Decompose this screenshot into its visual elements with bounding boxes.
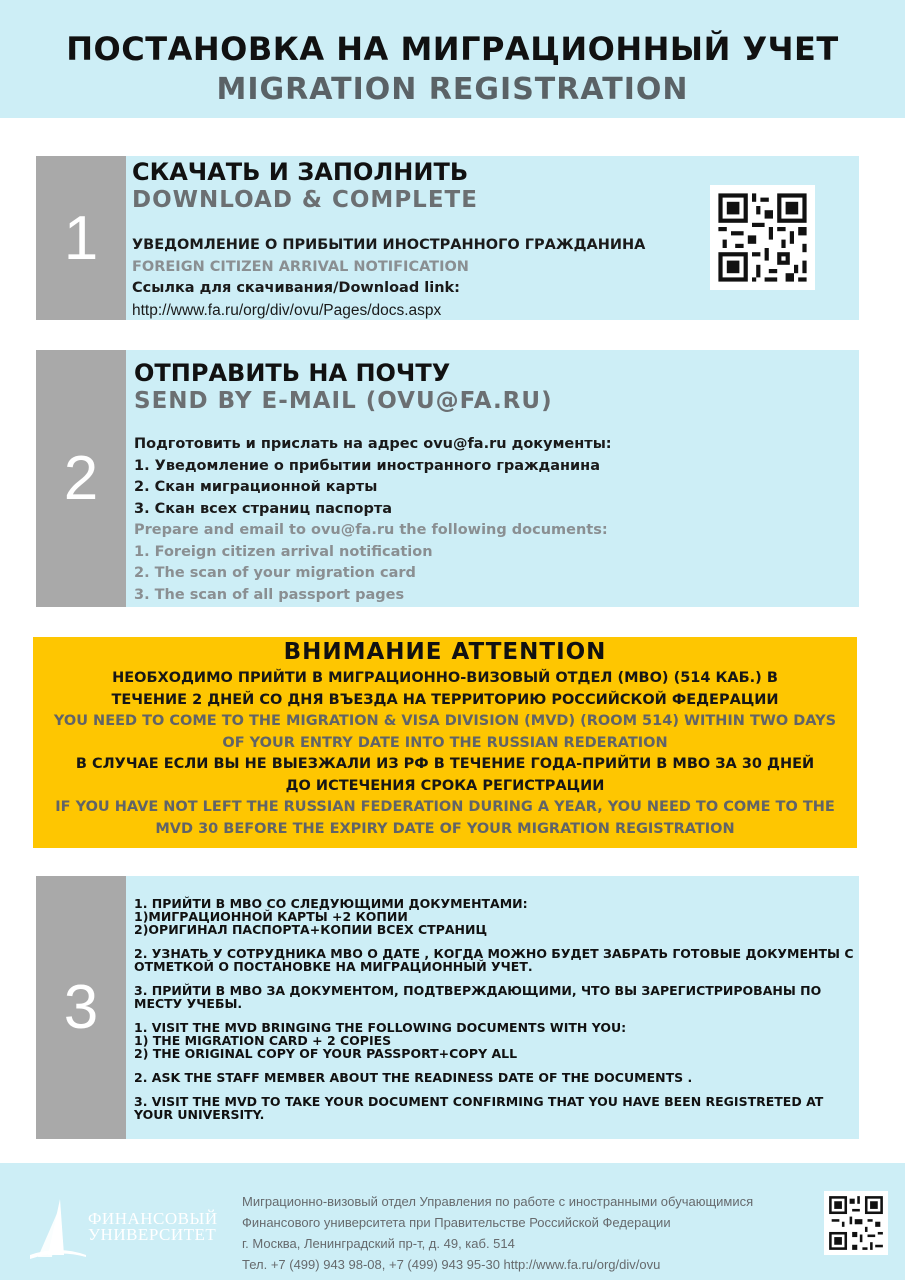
attention-banner [33, 637, 857, 848]
document-title-en: FOREIGN CITIZEN ARRIVAL NOTIFICATION [132, 258, 469, 275]
step-2-card [36, 350, 859, 607]
instruction-ru: 2. УЗНАТЬ У СОТРУДНИКА МВО О ДАТЕ , КОГДА МОЖНО БУДЕТ ЗАБРАТЬ ГОТОВЫЕ ДОКУМЕНТЫ С ОТМЕТКОЙ О ПОСТАНОВКЕ НА МИГРАЦИОННЫЙ УЧЕТ. [134, 946, 854, 974]
step-heading-en: DOWNLOAD & COMPLETE [132, 187, 478, 213]
instruction-en: 1. VISIT THE MVD BRINGING THE FOLLOWING DOCUMENTS WITH YOU: [134, 1020, 627, 1035]
step-3-card [36, 876, 859, 1139]
document-title-ru: УВЕДОМЛЕНИЕ О ПРИБЫТИИ ИНОСТРАННОГО ГРАЖДАНИНА [132, 237, 646, 253]
logo-text: ФИНАНСОВЫЙ [88, 1209, 218, 1228]
instruction-line-ru: 1. Уведомление о прибытии иностранного гражданина [134, 457, 600, 474]
instruction-ru: 3. ПРИЙТИ В МВО ЗА ДОКУМЕНТОМ, ПОДТВЕРЖДАЮЩИМИ, ЧТО ВЫ ЗАРЕГИСТРИРОВАНЫ ПО МЕСТУ УЧЕБЫ. [134, 983, 822, 1011]
qr-code-icon[interactable] [710, 185, 815, 290]
logo-text: УНИВЕРСИТЕТ [88, 1225, 217, 1244]
footer-line: г. Москва, Ленинградский пр-т, д. 49, каб. 514 [242, 1236, 515, 1251]
step-1-card [36, 156, 859, 320]
step-heading-ru: ОТПРАВИТЬ НА ПОЧТУ [134, 359, 451, 387]
step-number: 3 [36, 876, 126, 1139]
page-title-en: MIGRATION REGISTRATION [216, 72, 689, 107]
step-heading-en: SEND BY E-MAIL (OVU@FA.RU) [134, 388, 553, 414]
instruction-line-en: 3. The scan of all passport pages [134, 586, 405, 603]
instruction-line-ru: Подготовить и прислать на адрес ovu@fa.ru документы: [134, 436, 612, 452]
instruction-ru: 1)МИГРАЦИОННОЙ КАРТЫ +2 КОПИИ [134, 909, 408, 924]
footer-line: Финансового университета при Правительстве Российской Федерации [242, 1215, 671, 1230]
instruction-en: 2. ASK THE STAFF MEMBER ABOUT THE READINESS DATE OF THE DOCUMENTS . [134, 1070, 693, 1085]
instruction-line-en: 1. Foreign citizen arrival notification [134, 543, 433, 560]
step-2-content [134, 350, 851, 607]
page-footer [0, 1163, 905, 1280]
footer-line: Миграционно-визовый отдел Управления по работе с иностранными обучающимися [242, 1194, 754, 1209]
step-3-content [134, 897, 855, 1139]
page-header [0, 0, 905, 118]
download-link[interactable]: http://www.fa.ru/org/div/ovu/Pages/docs.aspx [132, 301, 442, 319]
instruction-line-ru: 2. Скан миграционной карты [134, 479, 378, 495]
university-logo[interactable] [24, 1193, 224, 1263]
step-heading-ru: СКАЧАТЬ И ЗАПОЛНИТЬ [132, 158, 469, 186]
page-title-ru: ПОСТАНОВКА НА МИГРАЦИОННЫЙ УЧЕТ [66, 30, 839, 68]
instruction-ru: 2)ОРИГИНАЛ ПАСПОРТА+КОПИИ ВСЕХ СТРАНИЦ [134, 922, 488, 937]
attention-text-ru: В СЛУЧАЕ ЕСЛИ ВЫ НЕ ВЫЕЗЖАЛИ ИЗ РФ В ТЕЧЕНИЕ ГОДА-ПРИЙТИ В МВО ЗА 30 ДНЕЙ ДО ИСТЕЧЕНИЯ СРОКА РЕГИСТРАЦИИ [75, 756, 815, 794]
instruction-line-ru: 3. Скан всех страниц паспорта [134, 500, 393, 517]
instruction-line-en: Prepare and email to ovu@fa.ru the following documents: [134, 522, 608, 538]
attention-title: ВНИМАНИЕ ATTENTION [283, 639, 607, 665]
step-number: 1 [36, 156, 126, 320]
footer-line: Тел. +7 (499) 943 98-08, +7 (499) 943 95-30 http://www.fa.ru/org/div/ovu [242, 1257, 661, 1272]
link-label: Ссылка для скачивания/Download link: [132, 280, 460, 296]
instruction-en: 1) THE MIGRATION CARD + 2 COPIES [134, 1033, 392, 1048]
qr-code-icon[interactable] [824, 1191, 888, 1255]
step-number: 2 [36, 350, 126, 607]
instruction-ru: 1. ПРИЙТИ В МВО СО СЛЕДУЮЩИМИ ДОКУМЕНТАМИ: [134, 896, 528, 911]
attention-text-en: YOU NEED TO COME TO THE MIGRATION & VISA DIVISION (MVD) (ROOM 514) WITHIN TWO DAYS OF YOUR ENTRY DATE INTO THE RUSSIAN REDERATION [53, 713, 837, 751]
instruction-en: 2) THE ORIGINAL COPY OF YOUR PASSPORT+COPY ALL [134, 1046, 518, 1061]
instruction-en: 3. VISIT THE MVD TO TAKE YOUR DOCUMENT CONFIRMING THAT YOU HAVE BEEN REGISTRETED AT YOUR UNIVERSITY. [134, 1094, 824, 1122]
attention-text-en: IF YOU HAVE NOT LEFT THE RUSSIAN FEDERATION DURING A YEAR, YOU NEED TO COME TO THE MVD 30 BEFORE THE EXPIRY DATE OF YOUR MIGRATION REGISTRATION [55, 799, 835, 837]
instruction-line-en: 2. The scan of your migration card [134, 565, 416, 581]
attention-text-ru: НЕОБХОДИМО ПРИЙТИ В МИГРАЦИОННО-ВИЗОВЫЙ ОТДЕЛ (МВО) (514 КАБ.) В ТЕЧЕНИЕ 2 ДНЕЙ СО ДНЯ ВЪЕЗДА НА ТЕРРИТОРИЮ РОССИЙСКОЙ ФЕДЕРАЦИИ [111, 670, 779, 708]
footer-contact-info [242, 1191, 802, 1275]
